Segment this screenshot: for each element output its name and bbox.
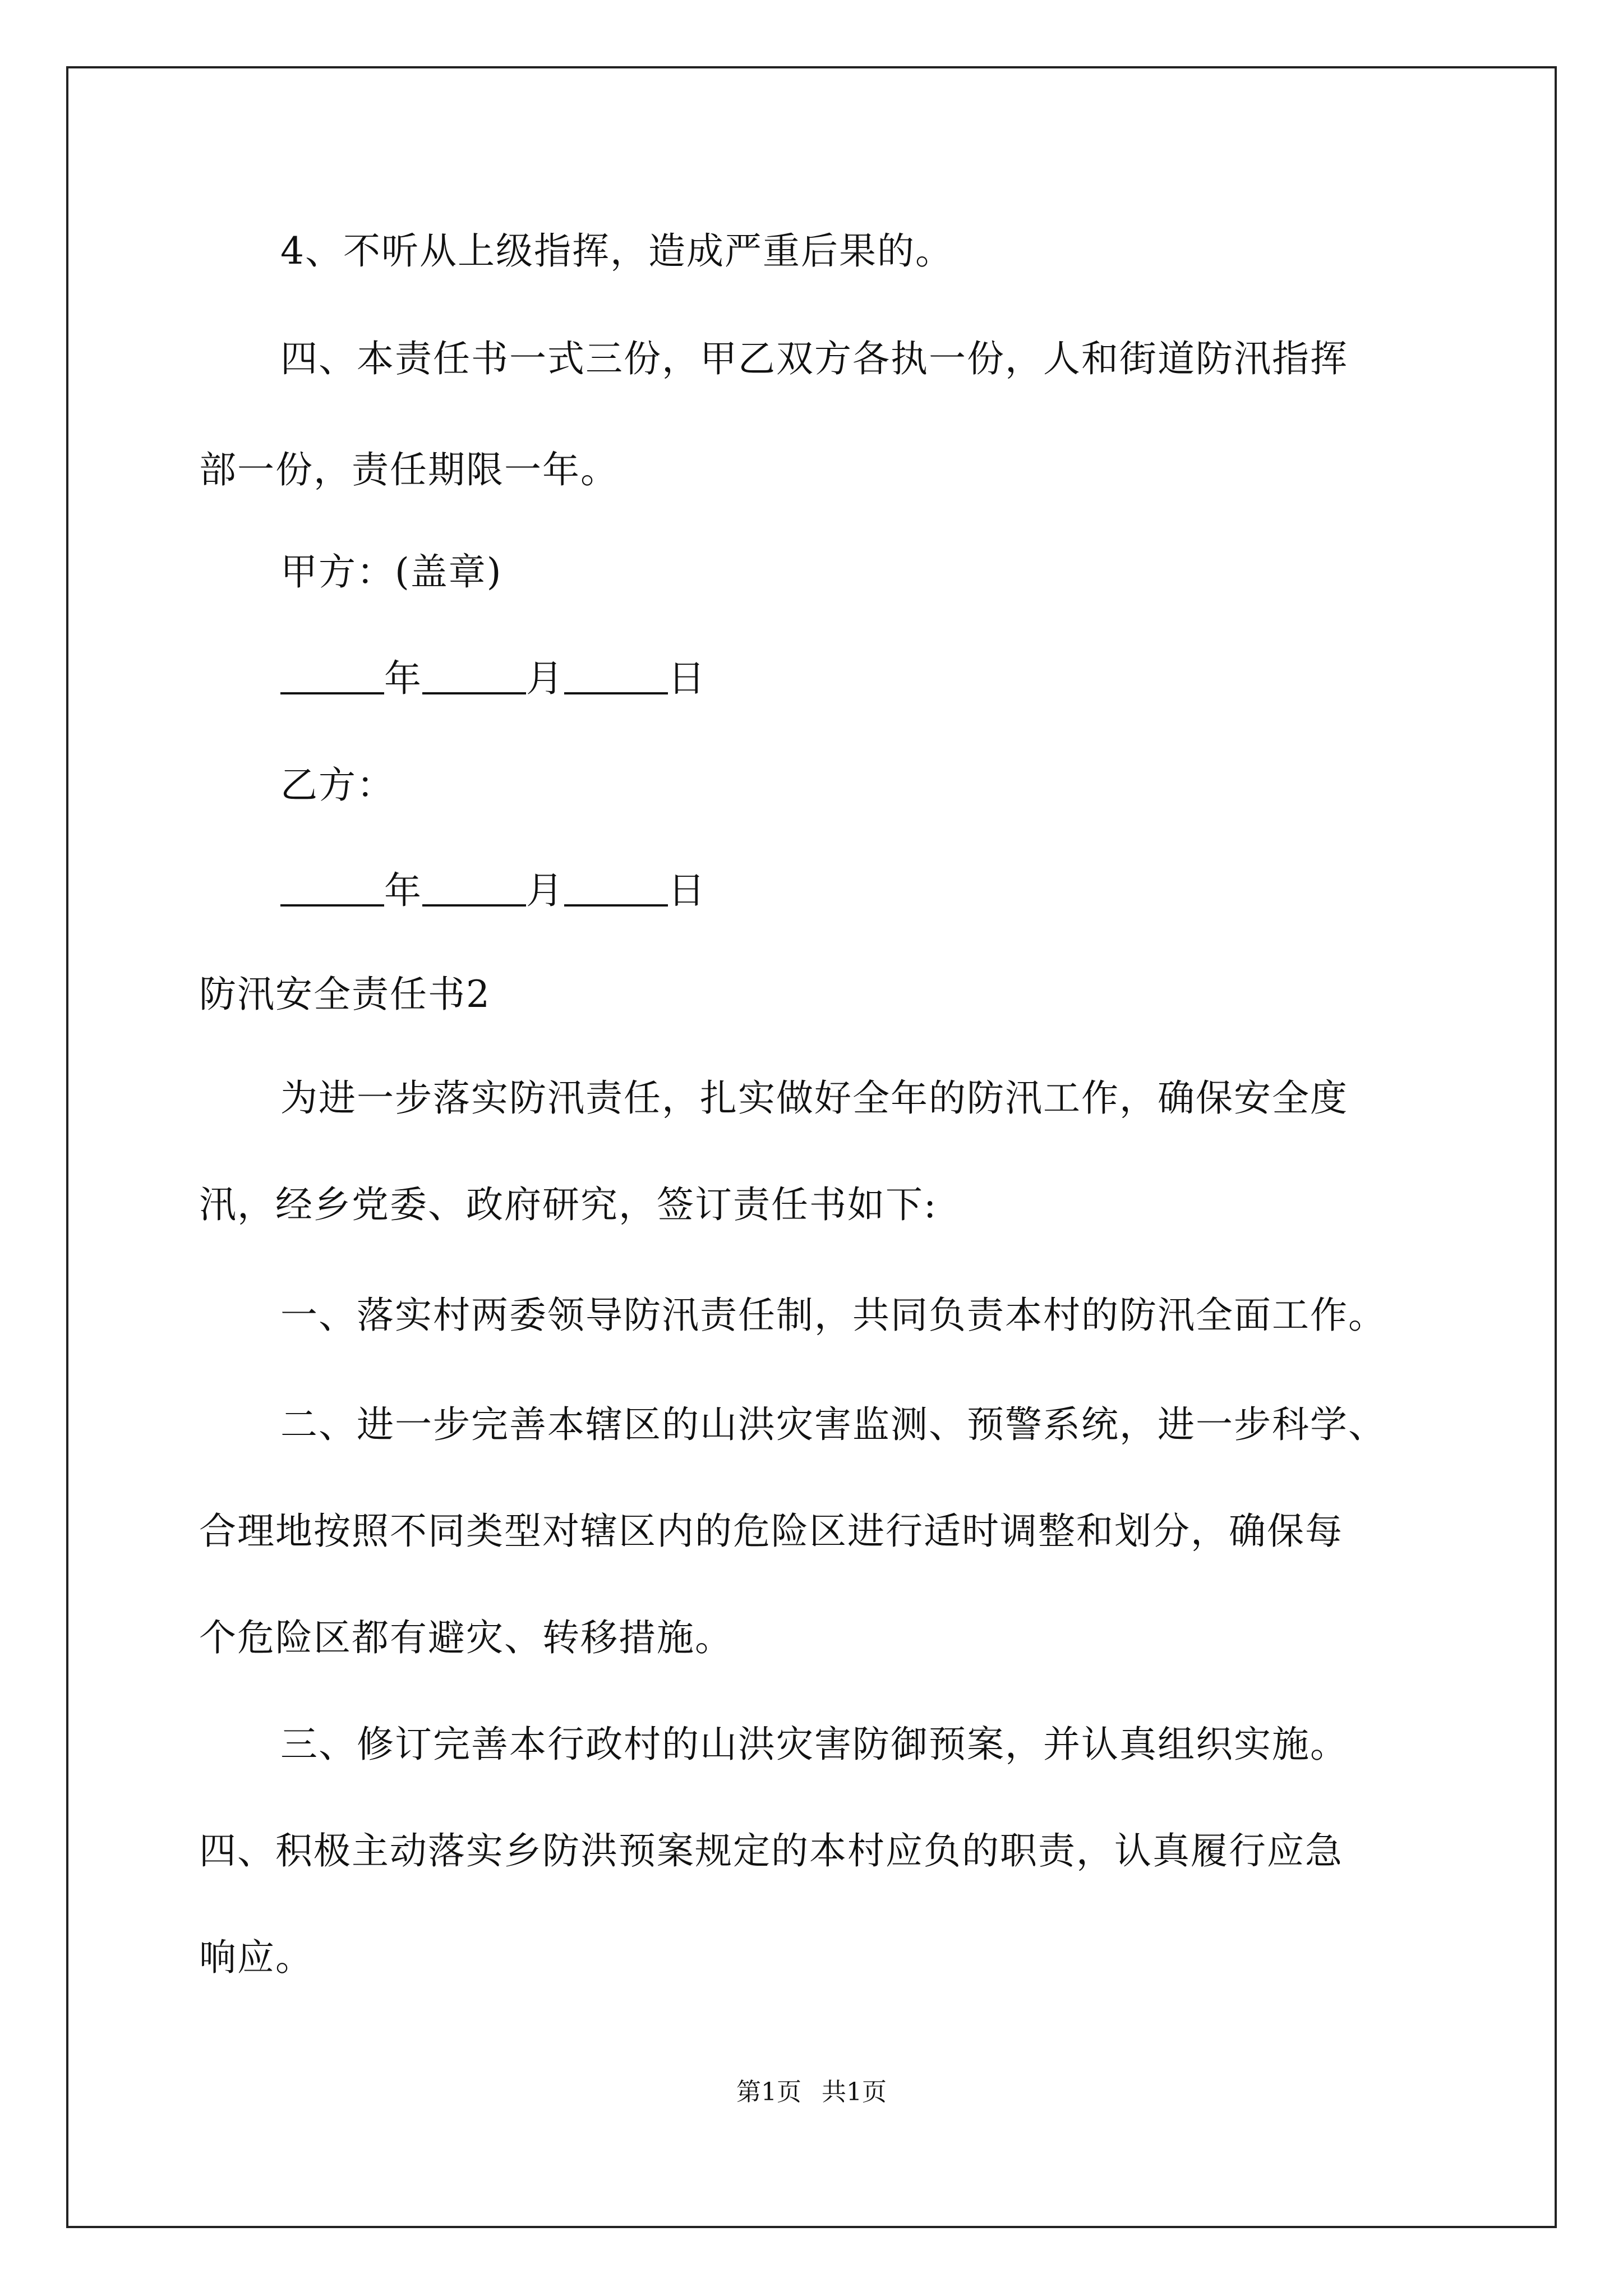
section-title: 防汛安全责任书2 — [199, 973, 491, 1016]
year-blank — [280, 871, 384, 907]
paragraph-copies-line-2: 部一份，责任期限一年。 — [199, 448, 619, 491]
paragraph-item-2-line-2: 合理地按照不同类型对辖区内的危险区进行适时调整和划分，确保每 — [199, 1510, 1343, 1553]
paragraph-intro-line-1: 为进一步落实防汛责任，扎实做好全年的防汛工作，确保安全度 — [280, 1076, 1348, 1120]
paragraph-item-3: 三、修订完善本行政村的山洪灾害防御预案，并认真组织实施。 — [280, 1723, 1348, 1766]
month-blank — [422, 871, 526, 907]
page-footer — [0, 2076, 1623, 2109]
page-total: 共1页 — [822, 2078, 887, 2106]
year-blank — [280, 659, 384, 694]
month-blank — [422, 659, 526, 694]
party-b-date-line — [280, 868, 706, 913]
party-b-label: 乙方： — [280, 763, 395, 807]
paragraph-item-4-line-1: 四、积极主动落实乡防洪预案规定的本村应负的职责，认真履行应急 — [199, 1829, 1343, 1872]
page-number: 第1页 — [736, 2078, 801, 2106]
paragraph-item-2-line-3: 个危险区都有避灾、转移措施。 — [199, 1616, 733, 1659]
month-label: 月 — [526, 869, 564, 912]
day-blank — [564, 871, 668, 907]
day-label: 日 — [668, 657, 706, 700]
paragraph-copies-line-1: 四、本责任书一式三份，甲乙双方各执一份，人和街道防汛指挥 — [280, 337, 1348, 380]
paragraph-intro-line-2: 汛，经乡党委、政府研究，签订责任书如下: — [199, 1183, 938, 1226]
year-label: 年 — [384, 869, 422, 912]
paragraph-item-2-line-1: 二、进一步完善本辖区的山洪灾害监测、预警系统，进一步科学、 — [280, 1403, 1386, 1446]
month-label: 月 — [526, 657, 564, 700]
page-border — [66, 66, 1557, 2228]
paragraph-item-4-line-2: 响应。 — [199, 1936, 313, 1979]
paragraph-item-1: 一、落实村两委领导防汛责任制，共同负责本村的防汛全面工作。 — [280, 1294, 1386, 1337]
paragraph-clause-4: 4、不听从上级指挥，造成严重后果的。 — [280, 229, 953, 273]
party-a-date-line — [280, 656, 706, 701]
day-label: 日 — [668, 869, 706, 912]
party-a-label: 甲方：(盖章) — [280, 550, 502, 593]
day-blank — [564, 659, 668, 694]
year-label: 年 — [384, 657, 422, 700]
